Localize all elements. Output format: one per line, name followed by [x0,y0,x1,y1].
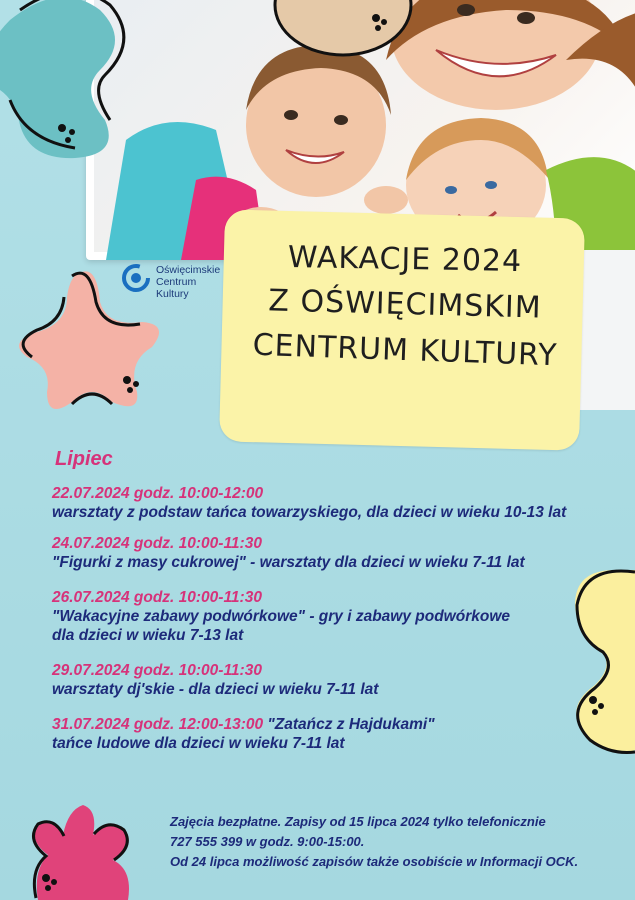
event-date: 26.07.2024 godz. 10:00-11:30 [52,589,262,606]
footer-note [170,812,620,872]
logo-line-3: Kultury [156,288,189,300]
event-item [52,484,612,522]
poster-title [240,238,570,374]
magenta-blob-decoration [8,790,148,900]
footer-line-2: 727 555 399 w godz. 9:00-15:00. [170,834,365,849]
event-date-text: 31.07.2024 godz. 12:00-13:00 [52,716,264,733]
footer-line-3: Od 24 lipca możliwość zapisów także osobiście w Informacji OCK. [170,854,579,869]
event-date: 22.07.2024 godz. 10:00-12:00 [52,485,264,502]
peach-star-decoration [12,262,172,422]
events-list [52,484,612,765]
event-item [52,534,612,572]
logo-line-2: Centrum [156,276,197,288]
logo-line-1: Oświęcimskie [156,264,221,276]
event-item [52,588,612,645]
event-title: "Zatańcz z Hajdukami" [267,716,435,733]
event-description-cont: dla dzieci w wieku 7-13 lat [52,627,244,644]
event-date [52,715,612,734]
month-heading: Lipiec [55,448,113,470]
event-date: 29.07.2024 godz. 10:00-11:30 [52,662,262,679]
event-description: "Figurki z masy cukrowej" - warsztaty dla dzieci w wieku 7-11 lat [52,554,525,571]
title-line-1: WAKACJE 2024 [287,239,523,280]
title-line-2: Z OŚWIĘCIMSKIM [267,283,543,326]
event-date: 24.07.2024 godz. 10:00-11:30 [52,535,262,552]
event-description: "Wakacyjne zabawy podwórkowe" - gry i zabawy podwórkowe [52,608,510,625]
event-item [52,661,612,699]
beige-blob-decoration [268,0,418,60]
title-line-3: CENTRUM KULTURY [252,327,558,374]
event-description: warsztaty z podstaw tańca towarzyskiego, dla dzieci w wieku 10-13 lat [52,504,567,521]
event-description: tańce ludowe dla dzieci w wieku 7-11 lat [52,735,345,752]
event-description: warsztaty dj'skie - dla dzieci w wieku 7-11 lat [52,681,379,698]
footer-line-1: Zajęcia bezpłatne. Zapisy od 15 lipca 2024 tylko telefonicznie [170,814,546,829]
teal-blob-decoration [0,0,140,170]
event-item [52,715,612,753]
